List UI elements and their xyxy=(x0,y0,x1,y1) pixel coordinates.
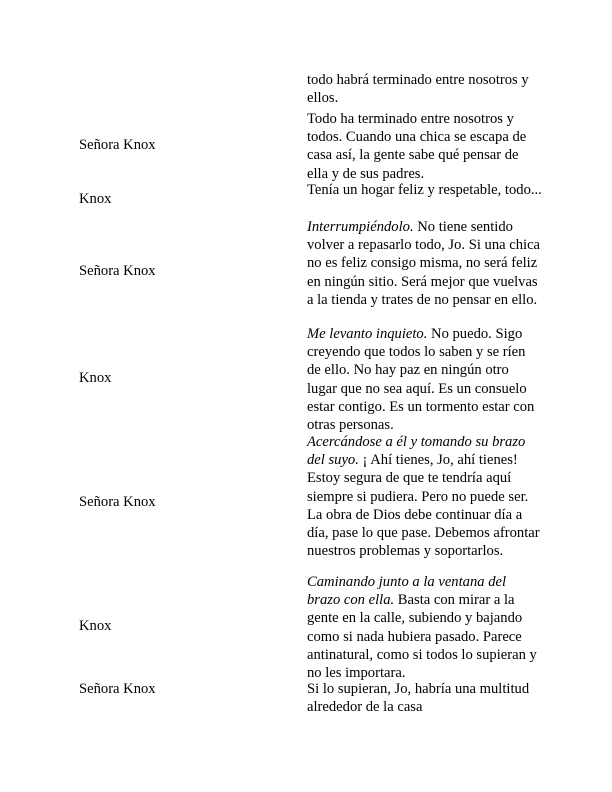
stage-direction: Interrumpiéndolo. xyxy=(307,219,414,235)
spoken-text: Todo ha terminado entre nosotros y todos. Cuando una chica se escapa de casa así, la gente sabe qué pensar de ella y de sus padres. xyxy=(307,111,527,182)
speaker-name: Señora Knox xyxy=(79,137,156,153)
stage-direction: Me levanto inquieto. xyxy=(307,326,428,342)
dialogue-text xyxy=(307,433,542,560)
speaker-name: Knox xyxy=(79,191,112,207)
speaker-name: Knox xyxy=(79,618,112,634)
spoken-text: No puedo. Sigo creyendo que todos lo saben y se ríen de ello. No hay paz en ningún otro lugar que no sea aquí. Es un consuelo estar contigo. Es un tormento estar con otras personas. xyxy=(307,326,535,434)
spoken-text: No tiene sentido volver a repasarlo todo, Jo. Si una chica no es feliz consigo misma, no será feliz en ningún sitio. Será mejor que vuelvas a la tienda y trates de no pensar en ello. xyxy=(307,219,541,308)
spoken-text: Si lo supieran, Jo, habría una multitud alrededor de la casa xyxy=(307,681,530,716)
spoken-text: Basta con mirar a la gente en la calle, subiendo y bajando como si nada hubiera pasado. Parece antinatural, como si todos lo supieran y no les importara. xyxy=(307,592,537,682)
spoken-text: todo habrá terminado entre nosotros y ellos. xyxy=(307,72,529,107)
dialogue-text xyxy=(307,573,542,682)
speaker-name: Knox xyxy=(79,370,112,386)
spoken-text: ¡ Ahí tienes, Jo, ahí tienes! Estoy segura de que te tendría aquí siempre si pudiera. Pero no puede ser. La obra de Dios debe continuar día a día, pase lo que pase. Debemos afrontar nuestros problemas y soportarlos. xyxy=(307,452,540,560)
dialogue-text xyxy=(307,110,542,183)
dialogue-text xyxy=(307,71,542,107)
dialogue-text xyxy=(307,181,542,199)
stage-direction: Caminando junto a la ventana del brazo con ella. xyxy=(307,574,507,609)
dialogue-text xyxy=(307,680,542,716)
dialogue-text xyxy=(307,325,542,434)
speaker-name: Señora Knox xyxy=(79,681,156,697)
dialogue-text xyxy=(307,218,542,309)
spoken-text: Tenía un hogar feliz y respetable, todo... xyxy=(307,182,542,198)
speaker-name: Señora Knox xyxy=(79,263,156,279)
stage-direction: Acercándose a él y tomando su brazo del suyo. xyxy=(307,434,526,469)
speaker-name: Señora Knox xyxy=(79,494,156,510)
